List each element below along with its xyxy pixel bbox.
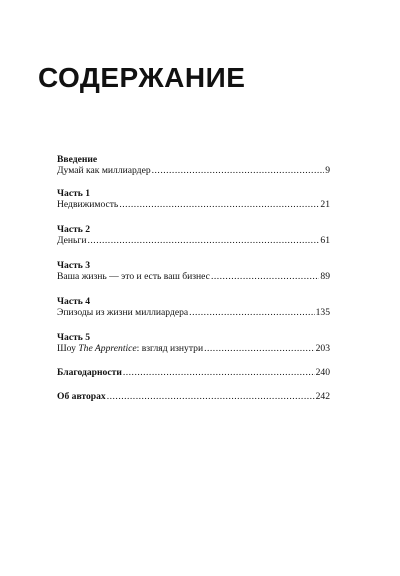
page-number: 242	[315, 391, 330, 402]
page-number: 21	[320, 199, 330, 210]
toc-section-part-4	[57, 296, 330, 318]
page-number: 240	[315, 367, 330, 378]
section-title: Часть 2	[57, 224, 91, 235]
dot-leader	[189, 307, 314, 318]
entry-title-prefix: Шоу	[57, 343, 79, 354]
page-number: 61	[320, 235, 330, 246]
toc-entry	[57, 235, 330, 246]
page-number: 203	[315, 343, 330, 354]
entry-title-suffix: : взгляд изнутри	[136, 343, 204, 354]
entry-title: Благодарности	[57, 367, 122, 378]
dot-leader	[107, 391, 315, 402]
dot-leader	[152, 165, 325, 176]
section-title: Часть 4	[57, 296, 91, 307]
toc-entry	[57, 307, 330, 318]
toc-entry-about-authors	[57, 391, 330, 402]
toc-section-part-1	[57, 188, 330, 210]
entry-title: Думай как миллиардер	[57, 165, 151, 176]
toc-section-part-2	[57, 224, 330, 246]
section-title: Часть 1	[57, 188, 91, 199]
toc-entry	[57, 343, 330, 354]
toc-entry	[57, 199, 330, 210]
entry-title: Эпизоды из жизни миллиардера	[57, 307, 189, 318]
entry-title: Об авторах	[57, 391, 106, 402]
entry-title: Недвижимость	[57, 199, 119, 210]
toc-section-part-3	[57, 260, 330, 282]
dot-leader	[211, 271, 319, 282]
toc-entry	[57, 271, 330, 282]
page-title: СОДЕРЖАНИЕ	[38, 62, 246, 93]
section-title: Введение	[57, 154, 98, 165]
entry-title: Деньги	[57, 235, 87, 246]
dot-leader	[123, 367, 315, 378]
toc-section-part-5	[57, 332, 330, 354]
dot-leader	[119, 199, 319, 210]
dot-leader	[88, 235, 320, 246]
toc-entry-acknowledgements	[57, 367, 330, 378]
entry-title-italic: The Apprentice	[78, 343, 137, 354]
dot-leader	[204, 343, 315, 354]
toc-entry	[57, 165, 330, 176]
section-title: Часть 5	[57, 332, 91, 343]
page-number: 135	[315, 307, 330, 318]
page-number: 89	[320, 271, 330, 282]
toc-section-intro	[57, 154, 330, 176]
entry-title	[57, 343, 203, 354]
page-number: 9	[325, 165, 330, 176]
entry-title: Ваша жизнь — это и есть ваш бизнес	[57, 271, 210, 282]
section-title: Часть 3	[57, 260, 91, 271]
